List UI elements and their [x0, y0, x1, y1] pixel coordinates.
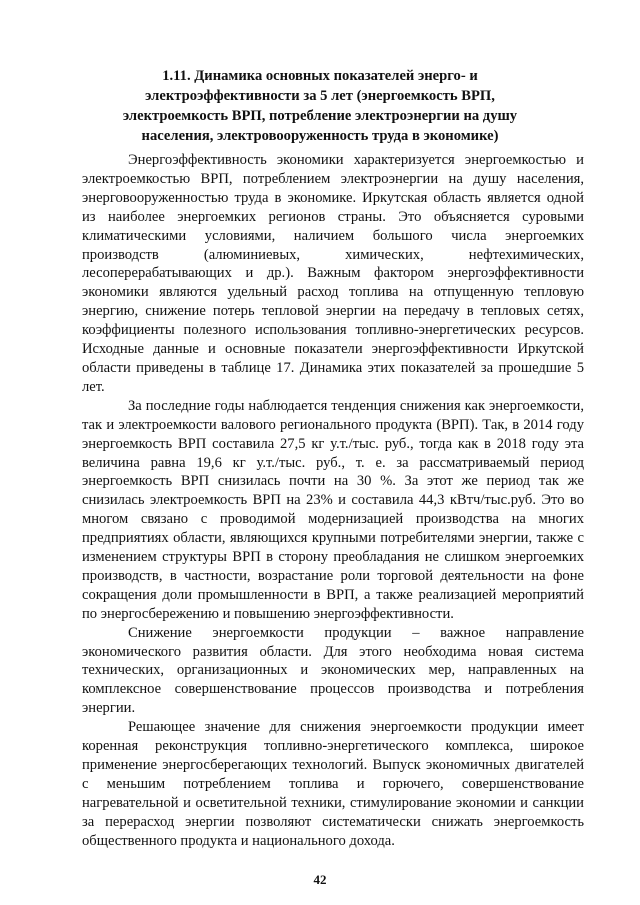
- section-heading: 1.11. Динамика основных показателей энерго- и электроэффективности за 5 лет (энергоемкость ВРП, электроемкость ВРП, потребление электроэнергии на душу населения, электровооруженность труда в экономике): [122, 68, 518, 144]
- body-text: [82, 151, 584, 851]
- paragraph-2: За последние годы наблюдается тенденция снижения как энергоемкости, так и электроемкости валового регионального продукта (ВРП). Так, в 2014 году энергоемкость ВРП составила 27,5 кг у.т./тыс. руб., тогда как в 2018 году эта величина равна 19,6 кг у.т./тыс. руб., т. е. за рассматриваемый период энергоемкость ВРП снизилась почти на 30 %. За этот же период так же снизилась электроемкость ВРП на 23% и составила 44,3 кВтч/тыс.руб. Это во многом связано с проводимой модернизацией производства на многих предприятиях области, являющихся крупными потребителями энергии, также с изменением структуры ВРП в сторону преобладания не слишком энергоемких производств, в частности, возрастание роли торговой деятельности на фоне сокращения доли промышленности в ВРП, а также реализацией мероприятий по энергосбережению и повышению энергоэффективности.: [82, 397, 584, 622]
- paragraph-4: Решающее значение для снижения энергоемкости продукции имеет коренная реконструкция топливно-энергетического комплекса, широкое применение энергосберегающих технологий. Выпуск экономичных двигателей с меньшим потреблением топлива и горючего, совершенствование нагревательной и осветительной техники, стимулирование экономии и санкции за перерасход энергии позволяют систематически снижать энергоемкость общественного продукта и национального дохода.: [82, 719, 584, 849]
- page-number: 42: [313, 872, 327, 887]
- paragraph-3: Снижение энергоемкости продукции – важное направление экономического развития области. Для этого необходима новая система технических, организационных и экономических мер, направленных на комплексное совершенствование процессов производства и потребления энергии.: [82, 624, 584, 717]
- paragraph-1: Энергоэффективность экономики характеризуется энергоемкостью и электроемкостью ВРП, потреблением электроэнергии на душу населения, энерговооруженностью труда в экономике. Иркутская область является одной из наиболее энергоемких регионов страны. Это объясняется суровыми климатическими условиями, наличием большого числа энергоемких производств (алюминиевых, химических, нефтехимических, лесоперерабатывающих и др.). Важным фактором энергоэффективности экономики являются удельный расход топлива на отпущенную тепловую энергию, снижение потерь тепловой энергии на передачу в тепловых сетях, коэффициенты полезного использования топливно-энергетических ресурсов. Исходные данные и основные показатели энергоэффективности Иркутской области приведены в таблице 17. Динамика этих показателей за прошедшие 5 лет.: [82, 152, 584, 395]
